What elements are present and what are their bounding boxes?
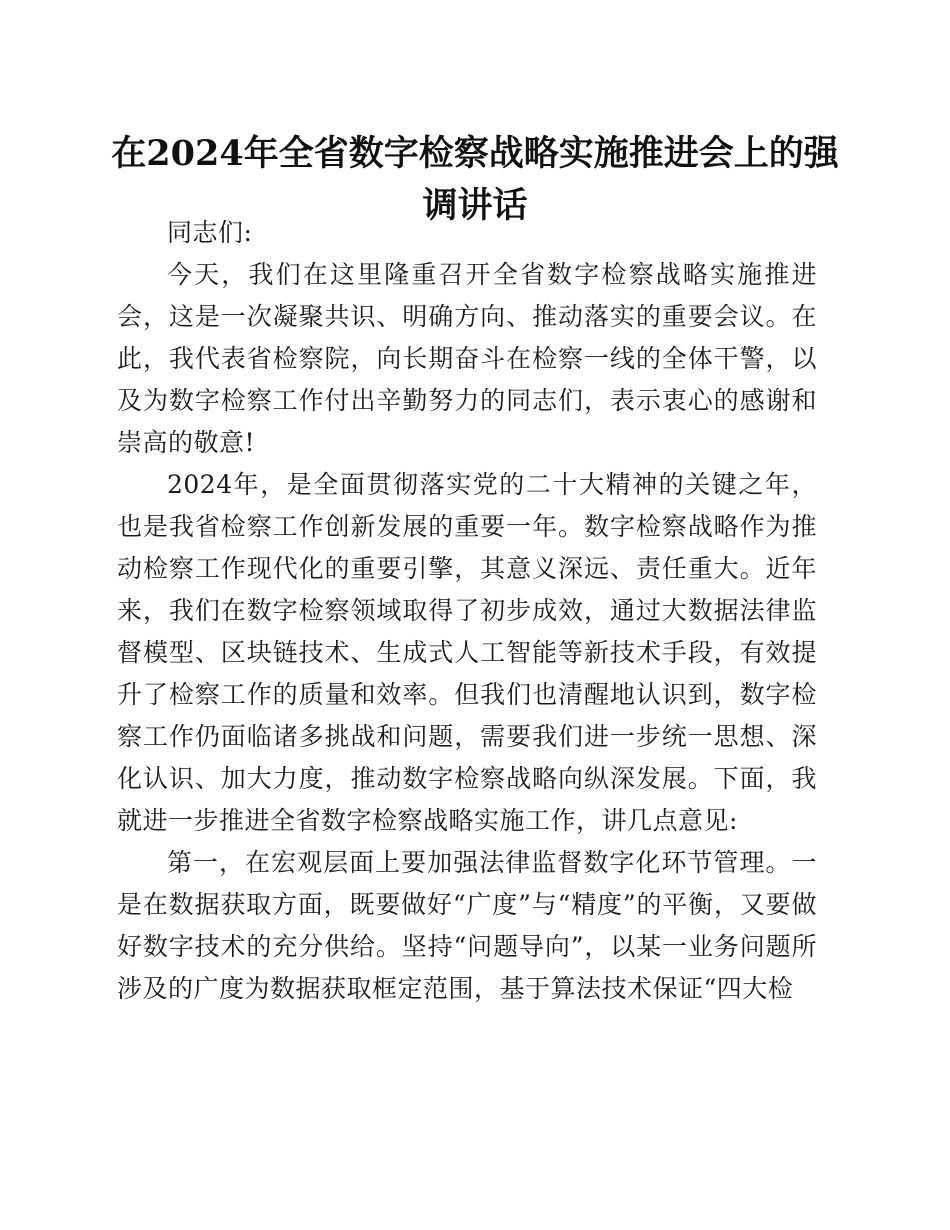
- document-title: 在2024年全省数字检察战略实施推进会上的强调讲话: [111, 133, 839, 226]
- greeting: 同志们:: [167, 218, 253, 247]
- paragraph-background: 2024年，是全面贯彻落实党的二十大精神的关键之年，也是我省检察工作创新发展的重要一年。数字检察战略作为推动检察工作现代化的重要引擎，其意义深远、责任重大。近年来，我们在数字检察领域取得了初步成效，通过大数据法律监督模型、区块链技术、生成式人工智能等新技术手段，有效提升了检察工作的质量和效率。但我们也清醒地认识到，数字检察工作仍面临诸多挑战和问题，需要我们进一步统一思想、深化认识、加大力度，推动数字检察战略向纵深发展。下面，我就进一步推进全省数字检察战略实施工作，讲几点意见:: [117, 470, 817, 835]
- paragraph-first-point: 第一，在宏观层面上要加强法律监督数字化环节管理。一是在数据获取方面，既要做好“广度”与“精度”的平衡，又要做好数字技术的充分供给。坚持“问题导向”，以某一业务问题所涉及的广度为数据获取框定范围，基于算法技术保证“四大检: [117, 848, 817, 1003]
- paragraph-opening: 今天，我们在这里隆重召开全省数字检察战略实施推进会，这是一次凝聚共识、明确方向、推动落实的重要会议。在此，我代表省检察院，向长期奋斗在检察一线的全体干警，以及为数字检察工作付出辛勤努力的同志们，表示衷心的感谢和崇高的敬意!: [117, 260, 817, 457]
- document-body: [117, 212, 817, 1010]
